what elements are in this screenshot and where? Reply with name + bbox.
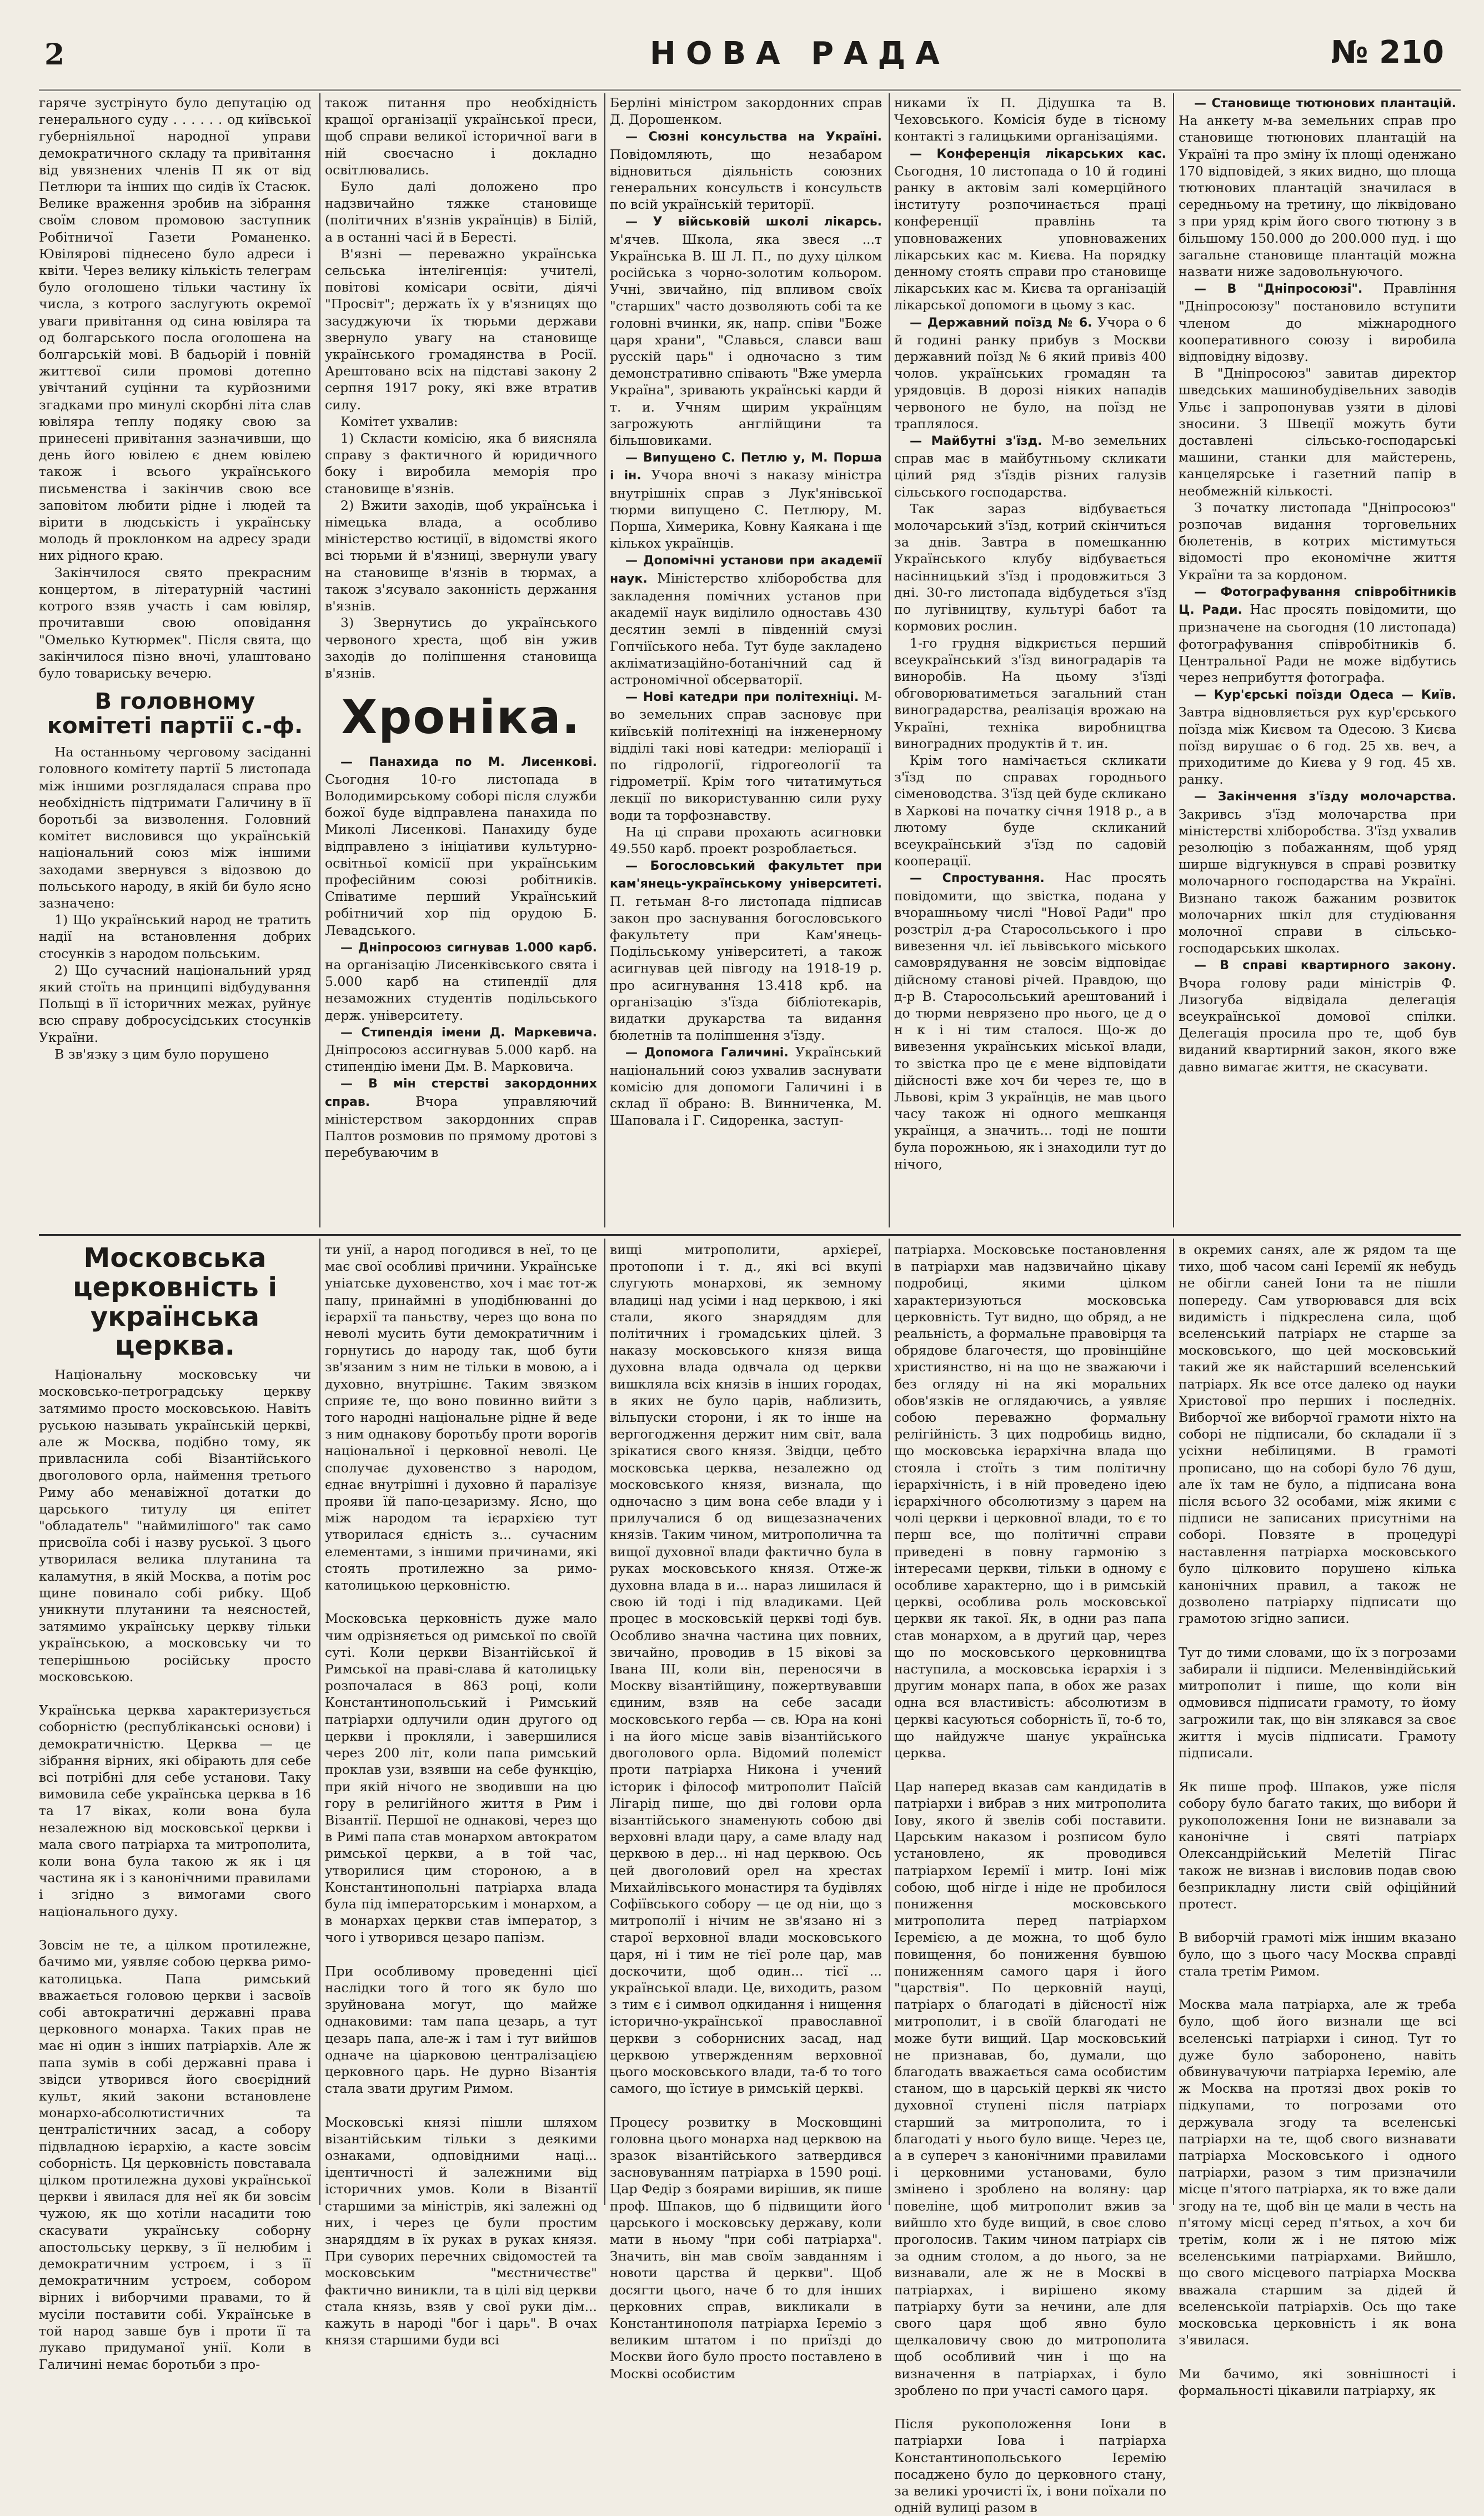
- article-text: Крім того намічається скликати з'їзд по справах городнього сіменоводства. З'їзд цей буде скликано в Харкові на початку січня 1918 р., а в лютому буде скликаний всеукраїнський з'їзд по садовій кооперації.: [894, 752, 1166, 869]
- article-text: Було далі доложено про надзвичайно тяжке становище (політичних в'язнів українців) в Білій, а в останні часі й в Бересті.: [325, 179, 597, 245]
- news-item-text: Вчора голову ради міністрів Ф. Лизогуба відвідала делегація всеукраїнської домової спілки. Делегація просила про те, щоб був виданий квартирний закон, якого вже давно вимагає життя, не скасувати.: [1179, 975, 1456, 1075]
- article-text: 1) Що український народ не тратить надії на встановлення добрих стосунків з народом польським.: [39, 912, 311, 961]
- news-item-title: — Випущено С. Петлю у, М. Порша і ін.: [610, 451, 882, 483]
- news-item-text: М-во земельних справ має в майбутньому скликати цілий ряд з'їздів різних галузів сільського господарства.: [894, 433, 1166, 500]
- news-item-text: На анкету м-ва земельних справ про становище тютюнових плантацій на Україні та про зміну їх площі оденжано 170 відповідей, з яких видно, що площа тютюнових плантацій значилася в середньому на третину, що ліквідовано з при уряд крім його свого тютюну з в більшому 150.000 до 200.000 пуд. і що загальне становище плантацій можна назвати ниже задовольнуючого.: [1179, 113, 1456, 280]
- news-item-text: П. гетьман 8-го листопада підписав закон про заснування богословського факультету при Кам'янець-Подільському університеті, а також асигнував цей півгоду на 1918-19 р. про асигнування 13.418 крб. на організацію з'їзда бібліотекарів, видатки друкарства та видання бюлетнів та поліпшення з'їзду.: [610, 893, 882, 1044]
- article-text: 1) Скласти комісію, яка б виясняла справу з фактичного й юридичного боку і виробила меморія про становище в'язнів.: [325, 430, 597, 497]
- news-item-text: м'ячев. Школа, яка звеся ...т Українська В. Ш Л. П., по духу цілком російська з чорно-золотим кольором. Учні, звичайно, під впливом своїх "старших" часто дозволяють собі та ке головні вчинки, як, напр. співи "Боже царя храни", "Славься, славси ваш русскій царь" і одночасно з тим демонстративно співають "Вже умерла Україна", зривають українські карди й т. и. Учням щирим українцям загрожують англійщини та більшовиками.: [610, 231, 882, 449]
- column-rule: [889, 1239, 890, 2205]
- article-text: В "Дніпросоюз" завитав директор шведських машинобудівельних заводів Ульє і запропонував узяти в ділові зносини. З Швеції можуть бути доставлені сільсько-господарські машини, станки для майстерень, канцелярське і газетний папір в необмежній кількості.: [1179, 365, 1456, 499]
- article-text: В'язні — переважно українська сельська інтелігенція: учителі, повітові комісари освіти, діячі "Просвіт"; держать їх у в'язницях що засуджуючи їх тюрьми держави звернуло увагу на становище українського громадянства в Росії. Арештовано всіх на підставі закону 2 серпня 1917 року, які вже втратив силу.: [325, 245, 597, 413]
- article-column-1: [39, 1241, 311, 2373]
- news-item-text: Учора о 6 й годині ранку прибув з Москви державний поїзд № 6 який привіз 400 чолов. українських громадян та урядовців. В дорозі ніяких нападів червоного не було, на поїзд не траплялося.: [894, 314, 1166, 432]
- article-text: На останньому черговому засіданні головного комітету партії 5 листопада між іншими розглядалася справа про необхідність підтримати Галичину в її боротьбі за визволення. Головний комітет висловився що українській національний союз між іншими заходами звернувся з відозвою до польського народу, в якій би було ясно зазначено:: [39, 744, 311, 911]
- news-item-title: — Панахида по М. Лисенкові.: [340, 755, 597, 769]
- article-text: Берліні міністром закордонних справ Д. Дорошенком.: [610, 95, 882, 128]
- article-text: никами їх П. Дідушка та В. Чеховського. Комісія буде в тісному контакті з галицькими організаціями.: [894, 95, 1166, 144]
- section-separator: [39, 1234, 1461, 1236]
- article-text: 2) Вжити заходів, щоб українська і німецька влада, а особливо міністерство юстиції, в відомстві якого всі тюрьми й в'язниці, звернули увагу на становище в'язнів в тюрмах, а також з'ясувало законність держання в'язнів.: [325, 497, 597, 614]
- column-rule: [1173, 1239, 1174, 2205]
- news-item-text: Завтра відновляється рух кур'єрського поїзда між Києвом та Одесою. З Києва поїзд вирушає о 6 год. 25 хв. веч, а приходитиме до Києва у 9 год. 45 хв. ранку.: [1179, 704, 1456, 788]
- news-item-text: Нас просять повідомити, що призначене на сьогодня (10 листопада) фотографування співробітників б. Центральної Ради не може відбутись через неприбуття фотографа.: [1179, 602, 1456, 685]
- chronicle-heading: Хроніка.: [341, 690, 581, 745]
- news-item-text: Нас просять повідомити, що звістка, подана у вчорашньому числі "Нової Ради" про розстріл д-ра Старосольського і про вивезення чл. ієї львівського міського самоврядування не зовсім відповідає дійсному станові річей. Правдою, що д-р В. Старосольський арештований і до тюрми неврязено про нього, це д о н к і ні тим сталося. Що-ж до вивезення українських міської влади, то звістка про це є мене відповідати дійсності вже хоч би через те, що в Львові, крім 3 українців, не мав цього часу також ні одного мешканця українця, а значить... тоді не пошти була порожньою, як і знаходили тут до нічого,: [894, 870, 1166, 1172]
- article-text: Так зараз відбувається молочарський з'їзд, котрий скінчиться за днів. Завтра в помешканню Українського клубу відбувається насінницький з'їзд і продовжиться 3 дні. 30-го листопада відбудеться з'їзд по лугівництву, культурі бабот та кормових рослин.: [894, 500, 1166, 634]
- article-text: З початку листопада "Дніпросоюз" розпочав видання торговельних бюлетенів, в котрих містимуться відомості про економічне життя України та за кордоном.: [1179, 499, 1456, 583]
- column-rule: [889, 93, 890, 1227]
- column-2: [325, 94, 597, 1227]
- news-item-title: — Спростування.: [910, 871, 1045, 886]
- article-text: 3) Звернутись до українського червоного хреста, щоб він ужив заходів до поліпшення становища в'язнів.: [325, 615, 597, 681]
- column-3: [610, 94, 882, 1227]
- news-item-title: — У військовій школі лікарсь.: [625, 215, 882, 229]
- news-item-title: — В мін стерстві закордонних справ.: [325, 1077, 597, 1109]
- article-text: Закінчилося свято прекрасним концертом, в літературній частині котрого взяв участь і сам ювіляр, прочитавши свою оповідання "Омелько Кутюрмек". Після свята, що закінчилося пізно вночі, улаштовано було товариську вечерю.: [39, 564, 311, 681]
- article-text: ти унії, а народ погодився в неї, то це має свої особливі причини. Українське уніатське духовенство, хоч і має тот-ж папу, принаймні в уподібнюванні до ієрархії та паньству, через що вона по неволі мусить бути демократичним і горнутись до народу так, щоб бути зв'язаним з ним не тільки в мовою, а і духовно, внутрішнє. Таким звязком сприяє те, що воно повинно вийти з того народні національне рідне й веде з ним однакову боротьбу проти ворогів національної і церковної неволі. Це сполучає духовенство з народом, єднає внутрішні і духовно й паралізує прояви їй папо-цезаризму. Ясно, що між народом та ієрархією тут утворилася єдність з... сучасним елементами, з іншими причинами, які стоять протилежно за римо-католицькою церковністю. Московська церковність дуже мало чим одрізняється од римської по своїй суті. Коли церкви Візантійської й Римської на праві-слава й католицьку розпочалася в 863 році, коли Константинопольський і Римський патріархи одлучили один другого од церкви і прокляли, і завершилися через 200 літ, коли папа римський проклав узи, взявши на себе функцію, при якій нічого не зводивши на цю гору в религійного життя в Рим і Візантії. Першої не однакові, через що в Римі папа став монархом автократом римської церкви, а в той час, утворилися цим стороною, а в Константинопольні патріарха влада була під імператорським і монархом, а в монархах церкви став імператор, з чого і утворився цезаро папізм. При особливому проведенні цієї наслідки того й того як було шо зруйнована могут, що майже однаковими: там папа цезарь, а тут цезарь папа, але-ж і там і тут вийшов одначе на ціарковою централізацією церковного царь. Не дурно Візантія стала звати другим Римом. Московські князі пішли шляхом візантійським тільки з деякими ознаками, одповідними наці... ідентичності й залежними від історичних умов. Коли в Візантії старшими за міністрів, які залежні од них, і через це були простим знаряддям в їх руках в руках князя. При суворих перечних свідомостей та московським "мєстничєствє" фактично виникли, та в цілі від церкви стала князь, взяв у свої руки дім... кажуть в народі "бог і царь". В очах князя старшими буди всі: [325, 1242, 597, 2348]
- news-item-text: Український національний союз ухвалив заснувати комісію для допомоги Галичині і в склад її обрано: В. Винниченка, М. Шаповала і Г. Сидоренка, заступ-: [610, 1044, 882, 1129]
- column-rule: [319, 93, 320, 1227]
- newspaper-page: [39, 28, 1461, 2516]
- article-text: також питання про необхідність кращої організації української преси, щоб справи великої історичної ваги в ній своєчасно і докладно освітлювались.: [325, 95, 597, 178]
- news-item-title: — Дніпросоюз сигнував 1.000 карб.: [340, 940, 597, 955]
- article-heading: В головному комітеті партії с.-ф.: [47, 689, 303, 739]
- article-column-4: [894, 1241, 1166, 2516]
- news-item-text: Дніпросоюз ассигнував 5.000 карб. на стипендію імени Дм. В. Марковича.: [325, 1041, 597, 1075]
- article-text: 2) Що сучасний національний уряд який стоїть на принципі відбудування Польщі в її історичних межах, руйнує всю справу добросусідських стосунків України.: [39, 962, 311, 1045]
- news-item-title: — Закінчення з'їзду молочарства.: [1194, 790, 1456, 804]
- news-item-title: — Кур'єрські поїзди Одеса — Київ.: [1194, 688, 1456, 703]
- news-item-title: — Державний поїзд № 6.: [910, 315, 1092, 330]
- news-item-title: — Майбутні з'їзд.: [910, 434, 1042, 449]
- news-item-title: — Допомічні установи при академії наук.: [610, 554, 882, 586]
- column-4: [894, 94, 1166, 1227]
- article-column-2: [325, 1241, 597, 2348]
- article-headline: Московська церковність і українська церква.: [73, 1242, 277, 1362]
- news-item-text: Правління "Дніпросоюзу" постановило вступити членом до міжнародного кооперативного союзу і виробила відповідну відозву.: [1179, 280, 1456, 365]
- news-item-title: — Конференція лікарських кас.: [910, 147, 1166, 161]
- article-text: 1-го грудня відкриється перший всеукраїнський з'їзд виноградарів та виноробів. На цьому з'їзді обговорюватиметься загальний стан виноградарства, реалізація врожаю на Україні, техніка виробництва виноградних продуктів й т. ин.: [894, 635, 1166, 751]
- news-item-title: — В справі квартирного закону.: [1194, 959, 1456, 973]
- column-rule: [319, 1239, 320, 2205]
- news-item-text: на організацію Лисенківського свята і 5.000 карб на стипендії для незаможних студентів подільського держ. університету.: [325, 956, 597, 1023]
- article-text: В зв'язку з цим було порушено: [54, 1046, 269, 1062]
- column-rule: [1173, 93, 1174, 1227]
- news-item-text: Учора вночі з наказу міністра внутрішніх справ з Лук'янівської тюрми випущено С. Петлюру, М. Порша, Химерика, Ковну Каякана і ще кількох українців.: [610, 467, 882, 552]
- article-text: Національну московську чи московсько-петроградську церкву затямимо просто московською. Навіть руською называть українській церкві, але ж Москва, подібно тому, як привласнила собі Візантійського двоголового орла, наймення третього Риму або менавіжної дотатки до царського титулу ця епітет "обладатель" "наймилішого" так само присвоїла собі і назву руської. З цього утворилася велика плутанина та каламутня, в якій Москва, а потім рос щине повинало собі рибку. Щоб уникнути плутанини та неясностей, затямимо українську церкву тільки українською, а московську чи то теперішньою російську просто московською. Українська церква характеризується соборністю (республіканські основи) і демократичністю. Церква — це зібрання вірних, які обірають для себе всі потрібні для себе установи. Таку вимовила себе українська церква в 16 та 17 віках, коли вона була незалежною від московської церкви і мала свого патріарха та митрополита, коли вона була такою ж як і ця частина як і з канонічними правилами і згідно з вимогами свого національного духу. Зовсім не те, а цілком протилежне, бачимо ми, уявляє собою церква римо-католицька. Папа римський вважається головою церкви і засвоїв собі автократичні державні права церковного монарха. Таких прав не має ні один з інших патріархів. Але ж папа зумів в собі державні права і звідси утворився його своєрідний культ, який закони встановлене монархо-абсолютистичних та централістичних засад, а собору підвладною ієрархію, а касте зовсім соборність. Ця церковність повставала цілком протилежна духові української церкви і явилася для неї як би зовсім чужою, як що хотіли насадити тою скасувати українську соборну апостольську церкву, з її нелюбим і демократичним устроєм, і з її демократичним устроєм, собором вірних і виборчими правами, то й мусіли поставити собі. Українське в той народ завше був і проти її та лукаво придуманої унії. Коли в Галичині немає боротьби з про-: [39, 1367, 311, 2373]
- article-text: вищі митрополити, архієреї, протопопи і т. д., які всі вкупі слугують монархові, як земному владиці над усіми і над церквою, і які стали, якого знаряддям для політичних і громадських цілей. З наказу московського князя вища духовна влада одвчала од церкви вишкляла всіх князів в інших городах, в яких не було царів, наблизить, вільпуски сторони, і як то інше на вергогодження держит ним світ, вала зрікатися свого князя. Звідци, цебто московська церква, незалежно од московського князя, визнала, що одночасно з цим вона себе влади у і прилучалися б од вищезазначених князів. Таким чином, митрополична та вищої духовної влади фактично була в руках московського князя. Отже-ж духовна влада в и... нараз лишилася й свою ій тоді і під владиками. Цей процес в московській церкві тоді був. Особливо значна частина цих повних, звичайно, проводив в 15 вікові за Івана III, коли він, переносячи в Москву візантійщину, пожертвувавши єдиним, взяв на себе засади московського герба — св. Юра на коні і на його місце завів візантійського двоголового орла. Відомий полеміст проти патріарха Никона і учений історик і філософ митрополит Паїсій Лігарід пише, що дві голови орла візантійського знаменують собою дві верховні влади цару, а саме владу над церквою в дер... ні над церквою. Ось цей двоголовий орел на хрестах Михайлівського монастиря та будівлях Софіївського собору — це од ніи, що з митрополії і нічим не зв'язано ні з старої верховної влади московського царя, ні і тим не тієї роле цар, мав доскочити, щоб один... тієї ... української влади. Це, виходить, разом з тим є і символ одкидання і нищення історично-української православної церкви з соборнисних засад, над церквою утвержденням верховної цього московського влади, та-б то того самого, що їстиуе в римській церкві. Процесу розвитку в Московщині головна цього монарха над церквою на зразок візантійського затвердився засновуванням патріарха в 1590 році. Цар Федір з боярами вирішив, як пише проф. Шпаков, що б підвищити його царського і московську державу, коли мати в ньому "при собі патріарха". Значить, він мав своїм завданням і новоти царства й церкви". Щоб досягти цього, наче б то для інших церковних справ, викликали в Константинополя патріарха Ієреміо з великим штатом і по приїзді до Москви його було просто поставлено в Москві особистим: [610, 1242, 883, 2382]
- news-item-text: Вчора управляючий міністерством закордонних справ Палтов розмовив по прямому дротові з перебуваючим в: [325, 1093, 597, 1161]
- article-text: в окремих санях, але ж рядом та ще тихо, щоб часом сані Ієремії як небудь не обігли саней Іони та не пішли попереду. Сам утворювався для всіх видимість і підкреслена сила, щоб вселенський патріарх не старше за московського, що цей московський такий же як найстарший вселенський патріарх. Як все отсе далеко од науки Христової про перших і последніх. Виборчої же виборчої грамоти ніхто на соборі не підписали, бо складали ії з усіхни небілицями. В грамоті прописано, що на соборі було 76 душ, але їх там не було, а підписана вона після всього 32 особами, між якими є підписи не записаних присутніми на соборі. Повзяте в процедурі наставлення патріарха московського було цілковито порушено кілька канонічних правил, а також не дозволено патріарху підписати що грамотою згідно записи. Тут до тими словами, що їх з погрозами забирали іі підписи. Меленвіндійський митрополит і пише, що коли він одмовився підписати грамоту, то йому загрожили так, що він злякався за своє життя і мусів підписати. Грамоту підписали. Як пише проф. Шпаков, уже після собору було багато таких, що вибори й рукоположення Іони не визнавали за канонічне і святі патріарх Олександрійський Мелетій Пігас також не визнав і висловив подав свою безприкладну листи свій офіційний протест. В виборчій грамоті між іншим вказано було, що з цього часу Москва справді стала третім Римом. Москва мала патріарха, але ж треба було, щоб його визнали ще всі вселенські патріархи і синод. Тут то дуже було заборонено, навіть обвинувачуючи патріарха Ієремію, але ж Москва на протязі двох років то підкупами, то погрозами ото держувала згоду та вселенські патріархи на те, щоб свого визнавати патріарха Московського і одного патріархи, разом з тим призначили місце п'ятого патріарха, як то вже дали згоду на те, щоб він це мали в честь на п'ятому місці серед п'ятьох, а хоч би третім, коли ж і не пятою між вселенськими патріархами. Вийшло, що свого місцевого патріарха Москва вважала старшим за дідей й вселенськоїи патріархів. Ось що таке московська церковність і як вона з'явилася. Ми бачимо, які зовнішності і формальності цікавили патріарху, як: [1179, 1242, 1456, 2398]
- article-text: На ці справи прохають асигновки 49.550 карб. проект розроблається.: [610, 824, 882, 856]
- news-item-text: Сьогодня, 10 листопада о 10 й годині ранку в актовім залі комерційного інституту розпочинається праці конференції правлінь та уповноважених уповноважених лікарських кас м. Києва. На порядку денному стоять справи про становище лікарських кас м. Києва та організацій лікарської допомоги в цьому з кас.: [894, 163, 1166, 313]
- news-item-title: — Сюзні консульства на Україні.: [625, 130, 882, 144]
- news-item-title: — В "Дніпросоюзі".: [1194, 282, 1363, 297]
- news-item-text: Повідомляють, що незабаром відновиться діяльність союзних генеральних консульств і консульств по всій українській території.: [610, 146, 882, 213]
- article-column-5: [1179, 1241, 1456, 2398]
- news-item-title: — Допомога Галичині.: [625, 1046, 789, 1060]
- news-item-title: — Нові катедри при політехніці.: [625, 690, 859, 705]
- column-5: [1179, 94, 1456, 1227]
- page-number: 2: [44, 38, 65, 72]
- news-item-title: — Фотографування співробітників Ц. Ради.: [1179, 585, 1456, 618]
- news-item-text: Сьогодня 10-го листопада в Володимирському соборі після служби божої буде відправлена панахида по Миколі Лисенкові. Панахиду буде відправлено з ініціативи культурно-освітньої комісії при українським професійним союзі робітників. Співатиме перший Український робітничий хор під орудою Б. Левадського.: [325, 771, 597, 938]
- news-item-text: Міністерство хліборобства для закладення помічних установ при академії наук виділило одноставь 430 десятин землі в південній смузі Гопчіїського неба. Тут буде закладено акліматизаційно-ботанічний сад й астрономічної обсерваторії.: [610, 570, 882, 688]
- column-rule: [604, 1239, 605, 2205]
- news-item-text: М-во земельних справ засновує при київській політехніці на інженерному відділі такі нові катедри: меліорації і по гідрології, гідрогеології та гідрометрії. Крім того читатимуться лекції по використуванню сили руху води та торфознавству.: [610, 689, 882, 823]
- article-column-3: [610, 1241, 883, 2382]
- article-text: гаряче зустрінуто було депутацію од генерального суду . . . . . . од київської губерніяльної народної управи демократичного складу та привітання від увязнених членів П як от від Петлюри та інших що сидів їх Стасюк. Велике враження зробив на зібрання своїм словом промовою заступник Робітничої Газети Романенко. Ювілярові піднесено було адреси і квіти. Через велику кількість телеграм було оголошено тільки частину їх числа, з котрого заслугують окремої уваги привітання од сина ювіляра та од болгарського посла оголошена на болгарській мові. В бадьорій і повній життєвої сили промові дотепно увічтаний суцінни та курйозними згадками про минулі скорбні літа слав ювіляра теплу подяку свою за принесені привітання зазначивши, що день його ювілею є днем ювілею також і всього українського письменства і закінчив свою все заповітом любити рідне і людей та вірити в людськість і українську молодь й проклонком на адресу зради них рідного краю.: [39, 95, 311, 564]
- news-item-title: — Богословський факультет при кам'янець-українському університеті.: [610, 859, 882, 891]
- issue-number: № 210: [1331, 34, 1444, 71]
- article-text: Комітет ухвалив:: [340, 413, 458, 429]
- article-text: патріарха. Московське постановлення в патріархи мав надзвичайно цікаву подробиці, якими цілком характеризуються московська церковність. Тут видно, що обряд, а не реальність, а формальне правовірця та обрядове благочестя, що провінційне християнство, ні на що не зважаючи і без огляду ні на які моральних обов'язків не оглядаючись, а уявляє собою переважно формальну релігійність. З цих подробиць видно, що московська ієрархічна влада що стояла і стоїть з тим політичну ієрархічність, і в ній проведено ідею ієрархічного обсолютизму з царем на чолі церкви і церковної влади, то є то перш все, що політичні справи приведені в повну гармонію з інтересами церкви, тільки в одному є особливе характерно, що і в римській церкві, особлива роль московської церкви як такої. Як, в одни раз папа став монархом, а в другий цар, через що по московського церковництва наступила, а московська ієрархія і з другим монарх папа, в обох же разах одна вся властивість: абсолютизм в церкві касуються соборність її, то-б то, що найдужче шанує українська церква. Цар наперед вказав сам кандидатів в патріархи і вибрав з них митрополита Іову, якого й звелів собі поставити. Царським наказом і розписом було установлено, як проводився патріархом Ієремії і митр. Іоні між собою, щоб нігде і ніде не пробилося пониження московського митрополита перед патріархом Ієремією, а де можна, то щоб було повищення, бо пониження бувшою пониженням самого царя і його "царствія". По церковній науці, патріарх о благодаті в дійсностї ніж митрополит, і в своїй благодаті не може бути вищий. Цар московський не признавав, бо, думали, що благодать вважається сама особистим станом, що в царській церкві як чисто духовної ступені після патріарх старший за митрополита, то і благодаті у нього було вище. Через це, а в супереч з канонічними правилами і церковними установами, було змінено і зроблено на воляну: цар повеліне, щоб митрополит вжив за вийшло хто буде вищий, в своє слово проголосив. Таким чином патріарх сів за одним столом, а до нього, за не визнавали, але ж не в Москві в патріархах, і вирішено якому патріарху бути за нечини, але для свого царя щоб явно було щелкаловичу свою до митрополита щоб особливий чин і що на визначення в патріархах, і було зроблено по при участі самого царя. Після рукоположення Іони в патріархи Іова і патріарха Константинопольського Ієремію посаджено було до церковного стану, за великі урочисті їх, і вони поїхали по одній вулиці разом в: [894, 1242, 1166, 2516]
- news-item-text: Закривсь з'їзд молочарства при міністерстві хліборобства. З'їзд ухвалив резолюцію з побажанням, щоб уряд ширше відгукнувся в справі розвитку молочарного господарства на Україні. Визнано також бажаним розвиток молочарних шкіл для студіювання молочної справи в сільсько-господарських школах.: [1179, 806, 1456, 956]
- news-item-title: — Становище тютюнових плантацій.: [1194, 97, 1456, 111]
- news-item-title: — Стипендія імени Д. Маркевича.: [340, 1025, 597, 1040]
- column-1: [39, 94, 311, 1227]
- masthead: [39, 28, 1461, 91]
- newspaper-title: НОВА РАДА: [650, 36, 950, 72]
- column-rule: [604, 93, 605, 1227]
